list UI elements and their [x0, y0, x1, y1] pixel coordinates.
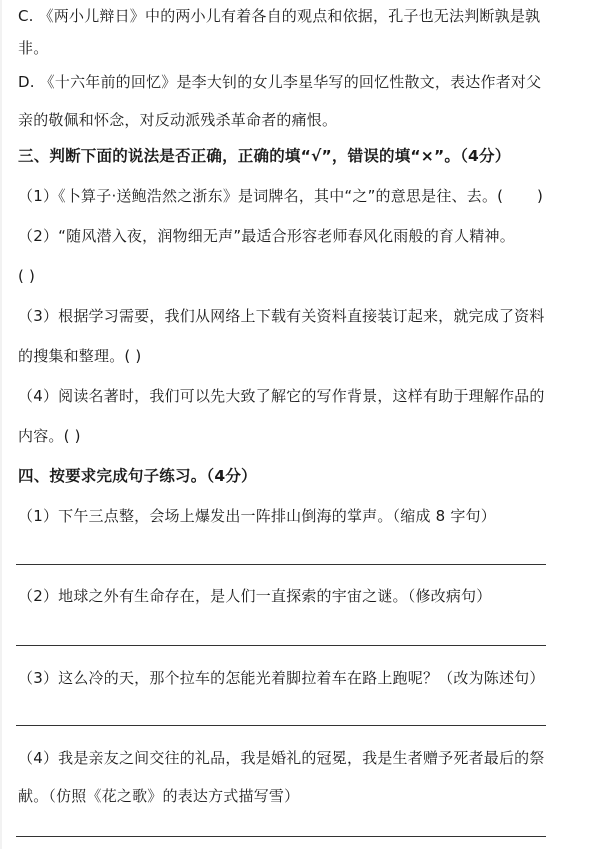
section-4-q3-answer-line[interactable] [16, 725, 546, 726]
section-3-title: 三、判断下面的说法是否正确，正确的填“√”，错误的填“×”。（4分） [18, 147, 511, 165]
option-c-line2: 非。 [18, 39, 49, 57]
section-4-q4-line2: 献。（仿照《花之歌》的表达方式描写雪） [18, 787, 300, 805]
section-3-q1 [18, 186, 598, 206]
option-d-line1: D. 《十六年前的回忆》是李大钊的女儿李星华写的回忆性散文，表达作者对父 [18, 73, 542, 91]
section-4-q4-answer-line[interactable] [16, 836, 546, 837]
section-3-q2-line1: （2）“随风潜入夜，润物细无声”最适合形容老师春风化雨般的育人精神。 [18, 227, 515, 245]
option-d-line2: 亲的敬佩和怀念，对反动派残杀革命者的痛恨。 [18, 111, 338, 129]
section-3-q3-line1: （3）根据学习需要，我们从网络上下载有关资料直接装订起来，就完成了资料 [18, 307, 545, 325]
section-3-q2-answer[interactable]: ( ) [18, 267, 36, 285]
section-3-q1-text: （1）《卜算子·送鲍浩然之浙东》是词牌名，其中“之”的意思是往、去。( [18, 187, 504, 205]
section-4-q1-answer-line[interactable] [16, 564, 546, 565]
section-3-q4-line1: （4）阅读名著时，我们可以先大致了解它的写作背景，这样有助于理解作品的 [18, 387, 545, 405]
section-4-q1: （1）下午三点整，会场上爆发出一阵排山倒海的掌声。（缩成 8 字句） [18, 507, 496, 525]
section-3-q3-line2[interactable]: 的搜集和整理。( ) [18, 347, 142, 365]
section-4-q3: （3）这么冷的天，那个拉车的怎能光着脚拉着车在路上跑呢？（改为陈述句） [18, 669, 545, 687]
section-4-q4-line1: （4）我是亲友之间交往的礼品，我是婚礼的冠冕，我是生者赠予死者最后的祭 [18, 749, 545, 767]
option-c-line1: C. 《两小儿辩日》中的两小儿有着各自的观点和依据，孔子也无法判断孰是孰 [18, 7, 541, 25]
section-4-q2: （2）地球之外有生命存在，是人们一直探索的宇宙之谜。（修改病句） [18, 587, 492, 605]
section-4-title: 四、按要求完成句子练习。（4分） [18, 467, 257, 485]
section-3-q1-answer-close[interactable]: ) [537, 187, 544, 205]
page-edge [0, 0, 2, 849]
section-3-q4-line2[interactable]: 内容。( ) [18, 427, 81, 445]
section-4-q2-answer-line[interactable] [16, 645, 546, 646]
